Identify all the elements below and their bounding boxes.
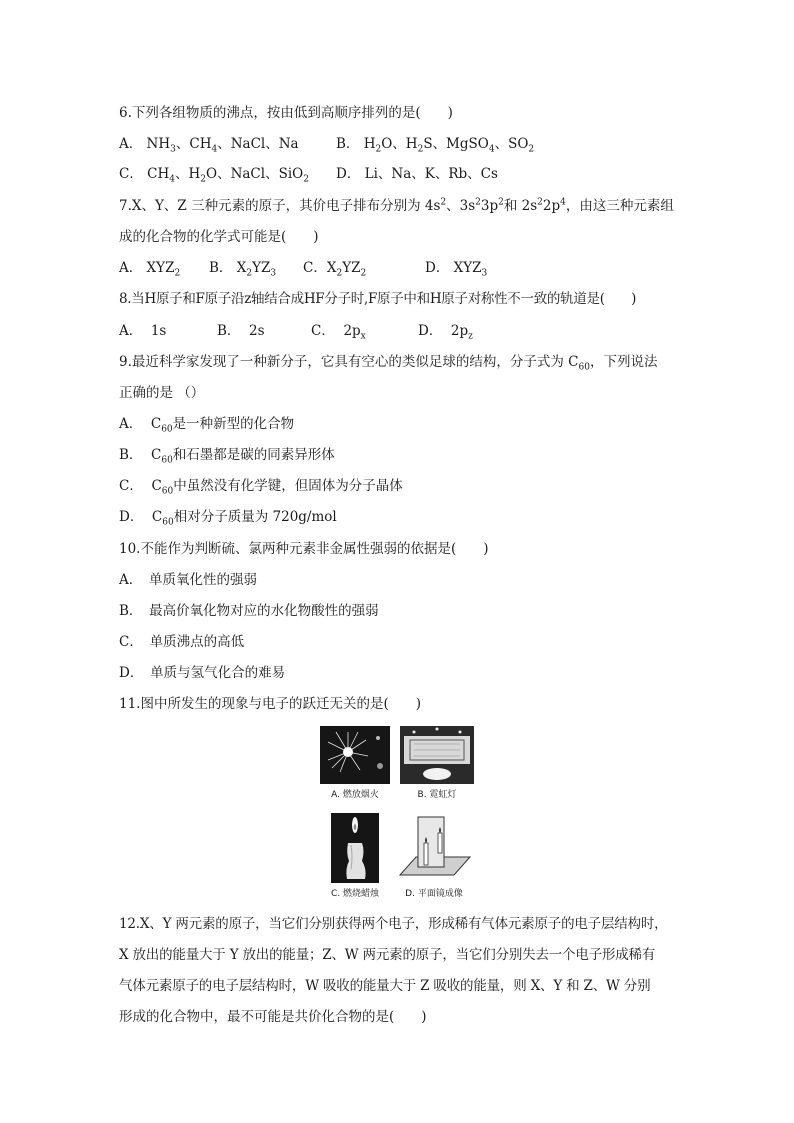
q10-stem: 10.不能作为判断硫、氯两种元素非金属性强弱的依据是( )	[119, 541, 489, 557]
q9-option-a: A． $C_{60}$是一种新型的化合物	[119, 416, 295, 435]
q9-stem-line2: 正确的是 （）	[119, 385, 205, 401]
q7-options: A． $XYZ_2$ B． $X_2YZ_3$ C．$X_2YZ_2$ D． $XYZ_3$	[119, 260, 488, 279]
q12-line4: 形成的化合物中，最不可能是共价化合物的是( )	[119, 1009, 427, 1025]
q9-option-c: C． $C_{60}$中虽然没有化学键，但固体为分子晶体	[119, 478, 403, 497]
q8-stem: 8.当H原子和F原子沿z轴结合成HF分子时,F原子中和H原子对称性不一致的轨道是( )	[119, 291, 637, 307]
plane-mirror-image	[396, 813, 472, 883]
q12-line3: 气体元素原子的电子层结构时，W 吸收的能量大于 Z 吸收的能量，则 X、Y 和 Z、W 分别	[119, 978, 651, 994]
q10-option-d: D． 单质与氢气化合的难易	[119, 665, 286, 681]
neon-light-image	[400, 726, 474, 784]
q11-stem: 11.图中所发生的现象与电子的跃迁无关的是( )	[119, 696, 422, 712]
caption-a: A. 燃放烟火	[331, 790, 379, 800]
q6-options-ab: A． $NH_3$、$CH_4$、NaCl、Na B． $H_2O$、$H_2S$、MgSO$_4$、$SO_2$	[119, 136, 535, 155]
candle-image	[331, 813, 379, 883]
caption-b: B. 霓虹灯	[417, 790, 457, 800]
q10-option-b: B． 最高价氧化物对应的水化物酸性的强弱	[119, 603, 379, 619]
q12-line2: X 放出的能量大于 Y 放出的能量；Z、W 两元素的原子，当它们分别失去一个电子形成稀有	[119, 947, 656, 963]
q6-option-b: B． $H_2O$、$H_2S$、MgSO$_4$、$SO_2$	[336, 136, 535, 155]
q6-stem: 6.下列各组物质的沸点，按由低到高顺序排列的是( )	[119, 105, 453, 121]
q10-option-a: A． 单质氧化性的强弱	[119, 572, 257, 588]
q7-stem-line2: 成的化合物的化学式可能是( )	[119, 229, 319, 245]
caption-c: C. 燃烧蜡烛	[330, 889, 379, 899]
q9-stem: 9.最近科学家发现了一种新分子，它具有空心的类似足球的结构，分子式为 $C_{60}$，下列说法	[119, 354, 658, 373]
q9-option-b: B． $C_{60}$和石墨都是碳的同素异形体	[119, 447, 335, 466]
q7-stem: 7.X、Y、Z 三种元素的原子，其价电子排布分别为 $4s^2$、$3s^23p^2$和 $2s^22p^4$，由这三种元素组	[119, 197, 674, 214]
q6-options-cd: C． $CH_4$、$H_2O$、NaCl、SiO$_2$ D． Li、Na、K、Rb、Cs	[119, 166, 498, 185]
caption-d: D. 平面镜成像	[405, 889, 463, 899]
q10-option-c: C． 单质沸点的高低	[119, 634, 245, 650]
q6-option-d: D． Li、Na、K、Rb、Cs	[336, 166, 498, 182]
q12-line1: 12.X、Y 两元素的原子，当它们分别获得两个电子，形成稀有气体元素原子的电子层结构时，	[119, 916, 668, 932]
fireworks-image	[320, 726, 390, 784]
q9-option-d: D． $C_{60}$相对分子质量为 720g/mol	[119, 509, 337, 528]
q8-options: A． 1s B． 2s C． $2p_x$ D． $2p_z$	[119, 323, 473, 342]
